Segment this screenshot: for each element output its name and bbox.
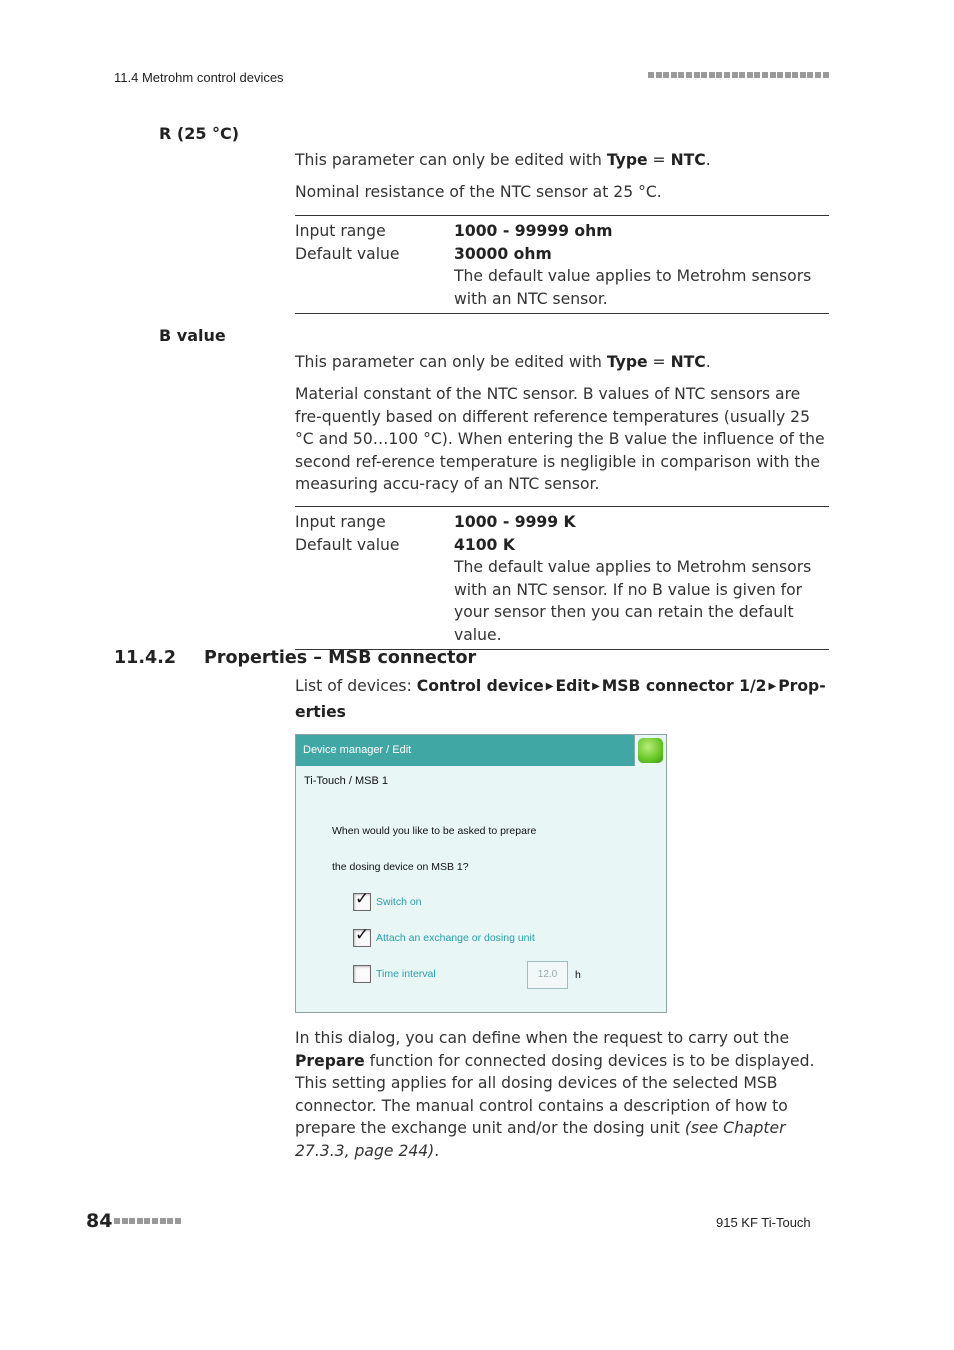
decor-square bbox=[785, 72, 791, 78]
chapter-reference-link[interactable]: (see Chapter 27.3.3, page 244) bbox=[295, 1119, 786, 1160]
decor-square bbox=[122, 1218, 128, 1224]
dialog-subtitle: Ti-Touch / MSB 1 bbox=[304, 775, 388, 787]
decor-square bbox=[716, 72, 722, 78]
header-decoration bbox=[648, 72, 829, 80]
default-value-note: The default value applies to Metrohm sensors with an NTC sensor. bbox=[454, 267, 812, 308]
option-time-interval[interactable] bbox=[353, 964, 436, 984]
time-interval-checkbox[interactable] bbox=[353, 965, 371, 983]
edit-note-eq: = bbox=[647, 151, 671, 169]
default-value: 4100 K bbox=[454, 535, 515, 554]
input-range-label: Input range bbox=[295, 222, 386, 240]
table-row bbox=[295, 534, 829, 557]
nav-item-control-device: Control device bbox=[416, 677, 544, 695]
edit-note-key: Type bbox=[606, 151, 648, 169]
default-value-label: Default value bbox=[295, 535, 400, 554]
edit-note-suffix: . bbox=[705, 353, 711, 371]
decor-square bbox=[663, 72, 669, 78]
decor-square bbox=[823, 72, 829, 78]
nav-item-edit: Edit bbox=[555, 677, 591, 695]
section-number: 11.4.2 bbox=[114, 648, 177, 668]
edit-note-prefix: This parameter can only be edited with bbox=[295, 353, 607, 371]
nav-prefix: List of devices: bbox=[295, 677, 417, 695]
nav-item-msb-connector: MSB connector 1/2 bbox=[601, 677, 767, 695]
decor-square bbox=[648, 72, 654, 78]
decor-square bbox=[678, 72, 684, 78]
decor-square bbox=[114, 1218, 120, 1224]
running-header-section: 11.4 Metrohm control devices bbox=[114, 70, 284, 85]
time-interval-label: Time interval bbox=[376, 968, 436, 980]
checkmark-icon: ✓ bbox=[355, 925, 370, 945]
decor-square bbox=[792, 72, 798, 78]
decor-square bbox=[175, 1218, 181, 1224]
default-value: 30000 ohm bbox=[454, 244, 552, 263]
default-value-note: The default value applies to Metrohm sensors with an NTC sensor. If no B value is given for your sensor then you can retain the default value. bbox=[454, 558, 812, 644]
closing-paragraph bbox=[295, 1027, 829, 1162]
triangle-right-icon: ▶ bbox=[545, 681, 554, 692]
nav-item-properties: Prop-erties bbox=[295, 677, 826, 721]
green-button-icon bbox=[638, 738, 663, 763]
decor-square bbox=[807, 72, 813, 78]
param-r25-description: Nominal resistance of the NTC sensor at 25 °C. bbox=[295, 183, 662, 201]
decor-square bbox=[770, 72, 776, 78]
switch-on-label: Switch on bbox=[376, 896, 422, 908]
edit-note-eq: = bbox=[647, 353, 671, 371]
decor-square bbox=[656, 72, 662, 78]
decor-square bbox=[739, 72, 745, 78]
product-name: 915 KF Ti-Touch bbox=[716, 1215, 811, 1230]
checkmark-icon: ✓ bbox=[355, 889, 370, 909]
decor-square bbox=[137, 1218, 143, 1224]
table-spacer bbox=[295, 556, 454, 646]
edit-note-value: NTC bbox=[670, 151, 706, 169]
time-interval-input[interactable]: 12.0 bbox=[527, 961, 568, 989]
decor-square bbox=[800, 72, 806, 78]
edit-note-value: NTC bbox=[670, 353, 706, 371]
decor-square bbox=[747, 72, 753, 78]
closing-bold-prepare: Prepare bbox=[295, 1051, 365, 1070]
input-range-label: Input range bbox=[295, 513, 386, 531]
table-row bbox=[295, 243, 829, 266]
section-title: Properties – MSB connector bbox=[204, 648, 477, 668]
edit-note-key: Type bbox=[606, 353, 648, 371]
param-b-description: Material constant of the NTC sensor. B values of NTC sensors are fre-quently based on different reference temperatures (usually 25 °C and 50…100 °C). When entering the B value the influence of the second ref-erence temperature is negligible in comparison with the measuring accu-racy of an NTC sensor. bbox=[295, 385, 825, 493]
navigation-path bbox=[295, 675, 829, 723]
decor-square bbox=[686, 72, 692, 78]
confirm-button[interactable] bbox=[634, 735, 666, 766]
param-r25-edit-note bbox=[295, 149, 829, 172]
attach-unit-label: Attach an exchange or dosing unit bbox=[376, 932, 535, 944]
param-title-b-value: B value bbox=[159, 326, 226, 345]
decor-square bbox=[777, 72, 783, 78]
closing-text-1: In this dialog, you can define when the request to carry out the bbox=[295, 1029, 790, 1047]
time-interval-unit: h bbox=[575, 969, 581, 981]
dialog-titlebar bbox=[296, 735, 666, 766]
decor-square bbox=[167, 1218, 173, 1224]
input-range-value: 1000 - 9999 K bbox=[454, 513, 576, 531]
param-title-r25: R (25 °C) bbox=[159, 124, 240, 143]
option-switch-on[interactable] bbox=[353, 889, 422, 912]
input-range-value: 1000 - 99999 ohm bbox=[454, 222, 613, 240]
dialog-question-line2: the dosing device on MSB 1? bbox=[332, 861, 469, 873]
decor-square bbox=[701, 72, 707, 78]
dialog-question-line1: When would you like to be asked to prepare bbox=[332, 825, 537, 837]
decor-square bbox=[762, 72, 768, 78]
page-number: 84 bbox=[86, 1210, 113, 1232]
decor-square bbox=[732, 72, 738, 78]
param-r25-table bbox=[295, 215, 829, 314]
decor-square bbox=[815, 72, 821, 78]
table-spacer bbox=[295, 265, 454, 310]
table-row bbox=[295, 220, 829, 243]
table-row bbox=[295, 511, 829, 534]
decor-square bbox=[709, 72, 715, 78]
decor-square bbox=[671, 72, 677, 78]
default-value-label: Default value bbox=[295, 244, 400, 263]
dialog-title: Device manager / Edit bbox=[303, 744, 412, 756]
decor-square bbox=[754, 72, 760, 78]
footer-decoration bbox=[114, 1218, 181, 1224]
table-row bbox=[295, 556, 829, 646]
table-row bbox=[295, 265, 829, 310]
decor-square bbox=[724, 72, 730, 78]
decor-square bbox=[144, 1218, 150, 1224]
device-manager-dialog bbox=[295, 734, 667, 1013]
option-attach-unit[interactable] bbox=[353, 925, 535, 948]
triangle-right-icon: ▶ bbox=[768, 681, 777, 692]
triangle-right-icon: ▶ bbox=[592, 681, 600, 692]
closing-text-3: . bbox=[434, 1141, 440, 1160]
decor-square bbox=[152, 1218, 158, 1224]
decor-square bbox=[129, 1218, 135, 1224]
edit-note-prefix: This parameter can only be edited with bbox=[295, 151, 607, 169]
closing-text-2: function for connected dosing devices is to be displayed. This setting applies for all dosing devices of the selected MSB connector. The manual control contains a description of how to prepare the exchange unit and/or the dosing unit bbox=[295, 1051, 815, 1137]
switch-on-checkbox[interactable] bbox=[353, 889, 371, 911]
param-b-edit-note bbox=[295, 351, 829, 374]
decor-square bbox=[160, 1218, 166, 1224]
edit-note-suffix: . bbox=[705, 151, 711, 169]
param-b-table bbox=[295, 506, 829, 650]
attach-unit-checkbox[interactable] bbox=[353, 925, 371, 947]
decor-square bbox=[694, 72, 700, 78]
